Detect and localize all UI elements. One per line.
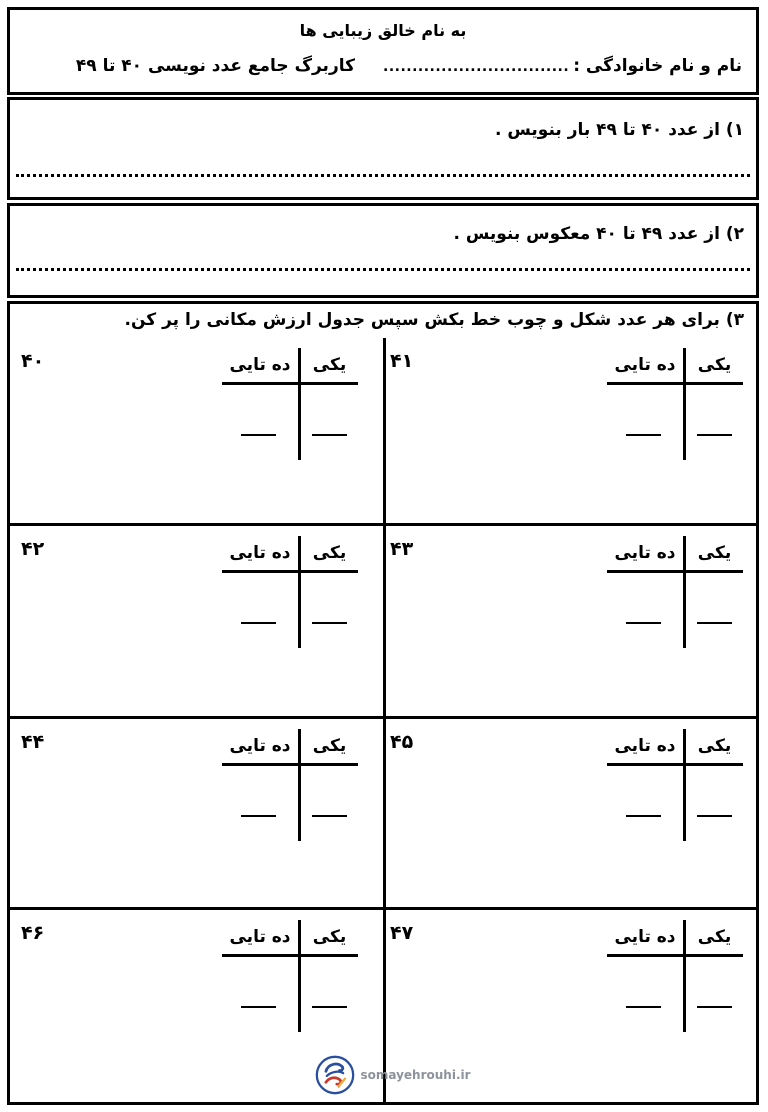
pv-cell-44 [10,719,383,907]
table-vertical-line [683,536,686,648]
table-horizontal-line [607,763,743,766]
name-fill-in-field[interactable]: ................................ [383,59,570,75]
tens-answer-blank[interactable] [241,622,276,624]
table-vertical-line [683,920,686,1032]
tens-answer-blank[interactable] [626,1006,661,1008]
place-value-table [607,920,743,1032]
place-value-table [607,729,743,841]
cell-number: ۴۰ [21,350,45,372]
table-vertical-line [683,348,686,460]
pv-cell-40 [10,338,383,523]
ones-answer-blank[interactable] [312,815,347,817]
header-box [7,7,759,95]
ones-answer-blank[interactable] [697,434,732,436]
section3-instruction: ۳) برای هر عدد شکل و چوب خط بکش سپس جدول ارزش مکانی را پر کن. [124,310,744,330]
footer [10,1055,756,1095]
ones-column-header: یکی [697,354,732,375]
table-horizontal-line [607,570,743,573]
ones-column-header: یکی [697,542,732,563]
ones-column-header: یکی [312,735,347,756]
place-value-table [607,348,743,460]
ones-column-header: یکی [312,542,347,563]
pv-cell-45 [386,719,756,907]
ones-answer-blank[interactable] [312,434,347,436]
section2-box [7,203,759,298]
table-horizontal-line [222,382,358,385]
table-horizontal-line [607,954,743,957]
ones-answer-blank[interactable] [312,622,347,624]
place-value-table [222,920,358,1032]
ones-column-header: یکی [312,926,347,947]
tens-answer-blank[interactable] [626,434,661,436]
section3-box [7,301,759,1105]
cell-number: ۴۳ [390,538,414,560]
site-logo-icon [315,1055,355,1095]
table-vertical-line [683,729,686,841]
place-value-table [222,348,358,460]
table-horizontal-line [222,570,358,573]
section1-instruction: ۱) از عدد ۴۰ تا ۴۹ بار بنویس . [495,120,744,140]
website-text: somayehrouhi.ir [360,1068,471,1082]
section1-answer-line[interactable] [16,174,750,177]
tens-column-header: ده تایی [614,926,676,947]
tens-column-header: ده تایی [614,735,676,756]
ones-answer-blank[interactable] [697,1006,732,1008]
table-horizontal-line [607,382,743,385]
table-horizontal-line [222,763,358,766]
name-label: نام و نام خانوادگی : [573,56,742,76]
ones-column-header: یکی [697,926,732,947]
tens-answer-blank[interactable] [241,434,276,436]
section1-box [7,97,759,200]
place-value-table [222,729,358,841]
table-vertical-line [298,536,301,648]
table-vertical-line [298,920,301,1032]
tens-column-header: ده تایی [229,735,291,756]
cell-number: ۴۵ [390,731,414,753]
place-value-table [222,536,358,648]
ones-answer-blank[interactable] [312,1006,347,1008]
ones-answer-blank[interactable] [697,622,732,624]
tens-answer-blank[interactable] [241,1006,276,1008]
section2-answer-line[interactable] [16,268,750,271]
tens-column-header: ده تایی [614,542,676,563]
ones-column-header: یکی [697,735,732,756]
pv-cell-42 [10,526,383,716]
tens-column-header: ده تایی [614,354,676,375]
tens-answer-blank[interactable] [626,622,661,624]
pv-cell-41 [386,338,756,523]
table-vertical-line [298,348,301,460]
cell-number: ۴۱ [390,350,414,372]
tens-answer-blank[interactable] [241,815,276,817]
cell-number: ۴۷ [390,922,414,944]
ones-answer-blank[interactable] [697,815,732,817]
name-line [24,56,742,76]
place-value-table [607,536,743,648]
cell-number: ۴۶ [21,922,45,944]
bismillah-text: به نام خالق زیبایی ها [299,21,467,40]
table-vertical-line [298,729,301,841]
pv-cell-43 [386,526,756,716]
tens-column-header: ده تایی [229,542,291,563]
table-horizontal-line [222,954,358,957]
section2-instruction: ۲) از عدد ۴۹ تا ۴۰ معکوس بنویس . [453,224,744,244]
cell-number: ۴۴ [21,731,45,753]
tens-column-header: ده تایی [229,926,291,947]
worksheet-title: کاربرگ جامع عدد نویسی ۴۰ تا ۴۹ [75,56,355,76]
ones-column-header: یکی [312,354,347,375]
cell-number: ۴۲ [21,538,45,560]
tens-answer-blank[interactable] [626,815,661,817]
tens-column-header: ده تایی [229,354,291,375]
